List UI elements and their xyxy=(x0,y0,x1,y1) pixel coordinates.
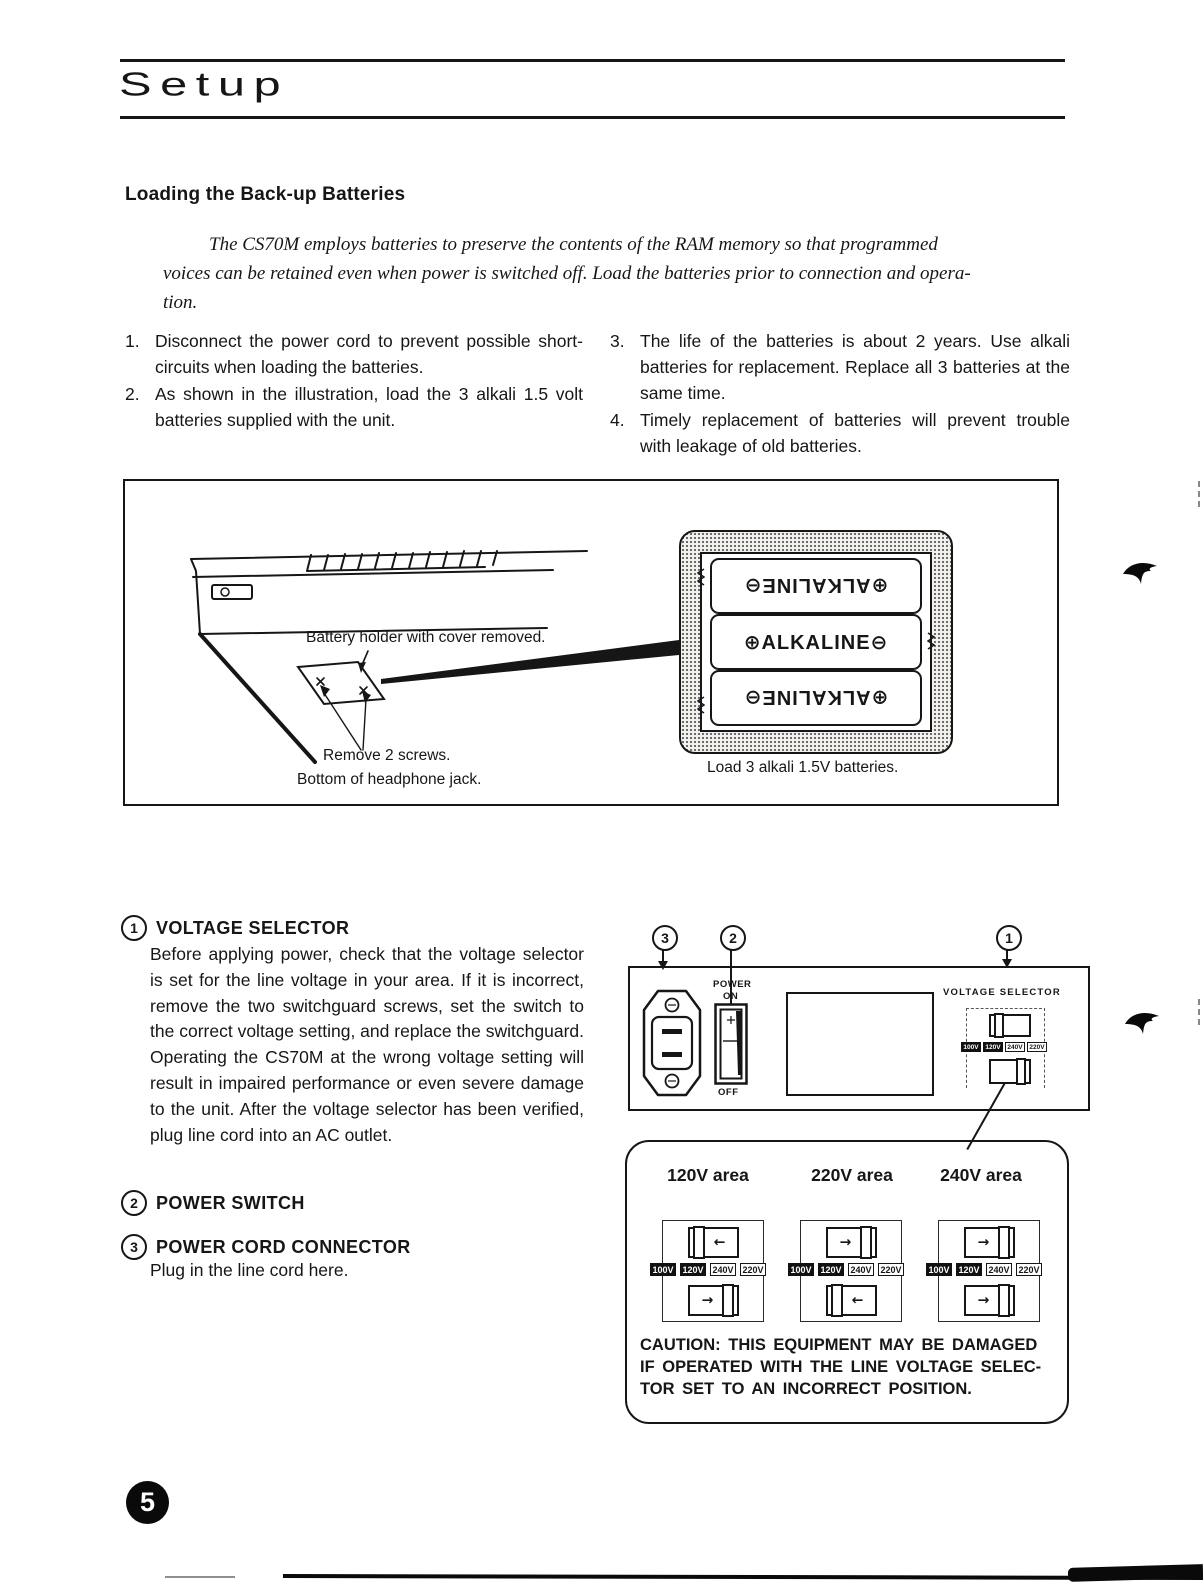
caution-line: CAUTION: THIS EQUIPMENT MAY BE DAMAGED xyxy=(640,1336,1038,1354)
slider-arrow-icon: → xyxy=(977,1233,990,1250)
intro-line: voices can be retained even when power is switched off. Load the batteries prior to connection and opera- xyxy=(163,263,971,284)
page-title: Setup xyxy=(119,66,290,103)
scan-artifact xyxy=(283,1574,1203,1580)
caution-line: TOR SET TO AN INCORRECT POSITION. xyxy=(640,1380,972,1398)
name-plate xyxy=(786,992,934,1096)
step-item xyxy=(610,328,1070,406)
remove-screws-label: Remove 2 screws. xyxy=(323,747,451,764)
slider-knob xyxy=(1016,1058,1026,1085)
area-voltage-row xyxy=(788,1263,904,1276)
battery-spring-icon xyxy=(697,696,705,714)
voltage-selector-label: VOLTAGE SELECTOR xyxy=(943,987,1061,998)
area-slider-bottom xyxy=(688,1285,739,1316)
voltage-selector-graphic xyxy=(958,1005,1050,1090)
selector-voltage-row xyxy=(961,1042,1047,1052)
voltage-label: 120V xyxy=(956,1263,982,1276)
selector-slider-top xyxy=(989,1014,1031,1037)
steps-right-column xyxy=(610,328,1070,460)
voltage-label: 100V xyxy=(926,1263,952,1276)
step-text: Timely replacement of batteries will prevent trouble with leakage of old batteries. xyxy=(640,410,1070,456)
caution-text xyxy=(640,1334,1041,1400)
on-label: ON xyxy=(723,991,739,1002)
page-turn-icon xyxy=(1123,1008,1163,1038)
slider-knob xyxy=(994,1013,1004,1038)
step-text: As shown in the illustration, load the 3 alkali 1.5 volt batteries supplied with the unit. xyxy=(155,384,583,430)
caution-line: IF OPERATED WITH THE LINE VOLTAGE SELEC- xyxy=(640,1358,1042,1376)
title-underline xyxy=(120,116,1065,119)
power-switch xyxy=(714,1003,748,1085)
ac-inlet xyxy=(641,989,703,1097)
step-item xyxy=(125,328,583,380)
battery-cell: ⊕ALKALINE⊖ xyxy=(710,558,922,614)
step-number: 3. xyxy=(610,331,625,351)
area-voltage-row xyxy=(650,1263,766,1276)
area-title: 220V area xyxy=(811,1165,893,1185)
top-rule xyxy=(120,59,1065,62)
area-slider-top xyxy=(826,1227,877,1258)
area-voltage-row xyxy=(926,1263,1042,1276)
callout-number-2: 2 xyxy=(720,925,746,951)
battery-spring-icon xyxy=(697,568,705,586)
area-title: 240V area xyxy=(940,1165,1022,1185)
battery-cell: ⊕ALKALINE⊖ xyxy=(710,614,922,670)
callout-number-1: 1 xyxy=(996,925,1022,951)
section-heading-power-switch xyxy=(121,1190,305,1216)
slider-arrow-icon: → xyxy=(977,1291,990,1308)
page-number-badge: 5 xyxy=(126,1481,169,1524)
callout-number-3: 3 xyxy=(652,925,678,951)
battery-cell: ⊕ALKALINE⊖ xyxy=(710,670,922,726)
headphone-jack-label: Bottom of headphone jack. xyxy=(297,771,482,788)
circled-number: 1 xyxy=(121,915,147,941)
off-label: OFF xyxy=(718,1087,739,1098)
area-slider-bottom xyxy=(964,1285,1015,1316)
voltage-label: 220V xyxy=(1016,1263,1042,1276)
battery-holder-label: Battery holder with cover removed. xyxy=(306,629,546,646)
step-number: 1. xyxy=(125,331,140,351)
battery-compartment xyxy=(679,530,953,754)
slider-arrow-icon: → xyxy=(839,1233,852,1250)
step-text: The life of the batteries is about 2 years. Use alkali batteries for replacement. Replace all 3 batteries at the same time. xyxy=(640,331,1070,403)
step-text: Disconnect the power cord to prevent possible short-circuits when loading the batteries. xyxy=(155,331,583,377)
battery-figure-box xyxy=(123,479,1059,806)
section-title: VOLTAGE SELECTOR xyxy=(156,917,350,938)
circled-number: 2 xyxy=(121,1190,147,1216)
slider-arrow-icon: ← xyxy=(851,1291,864,1308)
page-turn-icon xyxy=(1121,558,1161,588)
slider-arrow-icon: → xyxy=(701,1291,714,1308)
voltage-area-diagram-220v xyxy=(788,1218,912,1328)
voltage-label: 240V xyxy=(848,1263,874,1276)
battery-holder-frame xyxy=(700,552,932,732)
circled-number: 3 xyxy=(121,1234,147,1260)
voltage-area-diagram-120v xyxy=(650,1218,774,1328)
intro-line: tion. xyxy=(163,292,198,313)
selector-slider-bottom xyxy=(989,1059,1031,1084)
voltage-label: 120V xyxy=(680,1263,706,1276)
steps-left-column xyxy=(125,328,583,434)
area-slider-bottom xyxy=(826,1285,877,1316)
section-heading-voltage-selector xyxy=(121,915,349,941)
voltage-label: 100V xyxy=(788,1263,814,1276)
section-heading-power-cord xyxy=(121,1234,411,1260)
scan-artifact xyxy=(165,1576,235,1578)
scan-edge-mark xyxy=(1198,481,1200,507)
intro-line: The CS70M employs batteries to preserve the contents of the RAM memory so that programmed xyxy=(209,234,938,255)
step-item xyxy=(610,407,1070,459)
voltage-label: 100V xyxy=(650,1263,676,1276)
loading-heading: Loading the Back-up Batteries xyxy=(125,184,406,205)
step-number: 2. xyxy=(125,384,140,404)
voltage-selector-body: Before applying power, check that the voltage selector is set for the line voltage in your area. If it is incorrect, remove the two switchguard screws, set the switch to the correct voltage setting, and replace the switchguard. Operating the CS70M at the wrong voltage setting will result in impaired performance or even severe damage to the unit. After the voltage selector has been verified, plug line cord into an AC outlet. xyxy=(150,944,584,1145)
intro-paragraph xyxy=(163,230,1045,317)
voltage-label: 220V xyxy=(878,1263,904,1276)
slider-arrow-icon: ← xyxy=(713,1233,726,1250)
voltage-area-diagram-240v xyxy=(926,1218,1050,1328)
power-cord-body: Plug in the line cord here. xyxy=(150,1260,349,1280)
section-title: POWER SWITCH xyxy=(156,1192,305,1213)
voltage-label: 240V xyxy=(986,1263,1012,1276)
load-batteries-label: Load 3 alkali 1.5V batteries. xyxy=(707,759,899,776)
power-label: POWER xyxy=(713,979,752,990)
area-title: 120V area xyxy=(667,1165,749,1185)
voltage-label: 120V xyxy=(983,1042,1003,1052)
section-title: POWER CORD CONNECTOR xyxy=(156,1236,411,1257)
voltage-label: 120V xyxy=(818,1263,844,1276)
voltage-label: 240V xyxy=(1005,1042,1025,1052)
step-number: 4. xyxy=(610,410,625,430)
voltage-label: 100V xyxy=(961,1042,981,1052)
selector-bracket xyxy=(966,1008,1042,1009)
step-item xyxy=(125,381,583,433)
voltage-label: 220V xyxy=(1027,1042,1047,1052)
area-slider-top xyxy=(964,1227,1015,1258)
voltage-label: 240V xyxy=(710,1263,736,1276)
voltage-label: 220V xyxy=(740,1263,766,1276)
battery-spring-icon xyxy=(927,632,935,650)
scan-edge-mark xyxy=(1198,999,1200,1025)
area-slider-top xyxy=(688,1227,739,1258)
